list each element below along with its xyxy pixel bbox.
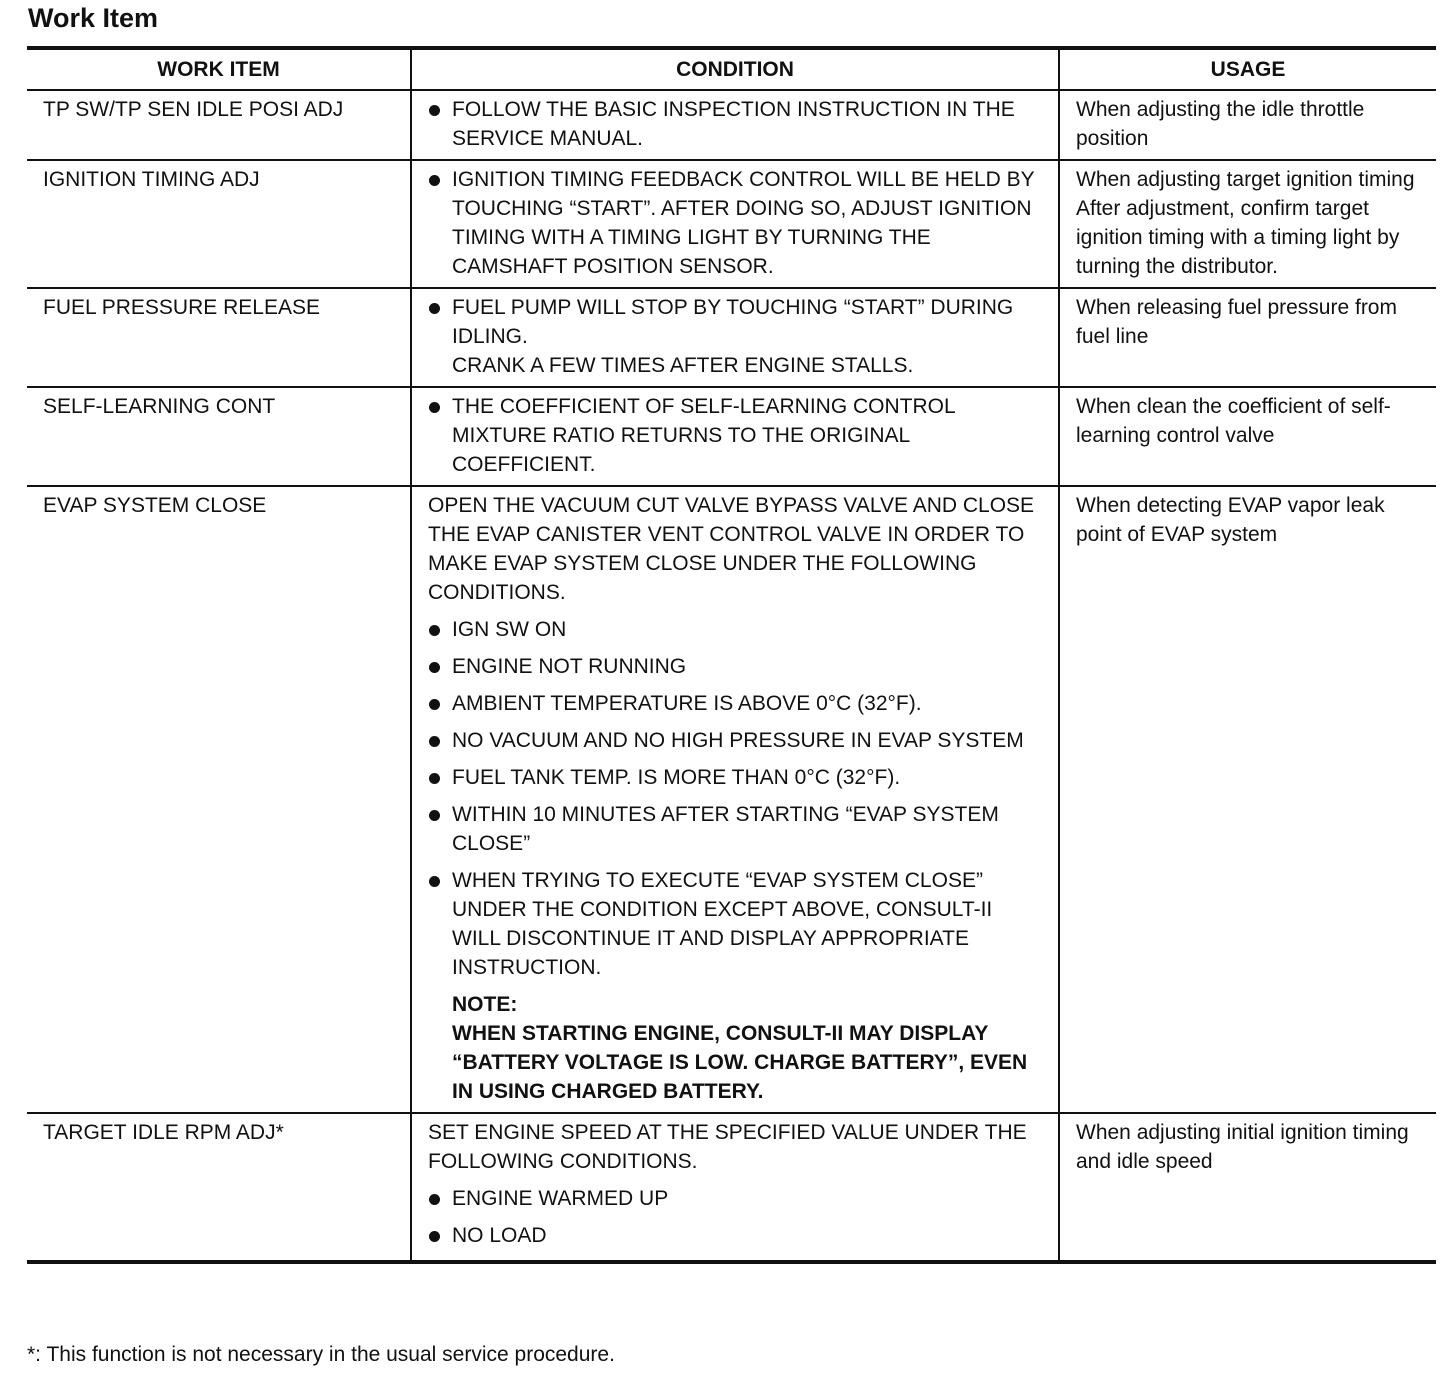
usage-text: When adjusting initial ignition timing and idle speed (1076, 1121, 1409, 1173)
work-item-table (27, 46, 1436, 1264)
usage-cell (1059, 160, 1436, 288)
condition-bullet (428, 763, 1044, 792)
condition-bullet-text: FOLLOW THE BASIC INSPECTION INSTRUCTION IN THE SERVICE MANUAL. (452, 98, 1015, 150)
condition-bullet (428, 726, 1044, 755)
condition-intro: OPEN THE VACUUM CUT VALVE BYPASS VALVE AND CLOSE THE EVAP CANISTER VENT CONTROL VALVE IN ORDER TO MAKE EVAP SYSTEM CLOSE UNDER THE FOLLOWING CONDITIONS. (428, 494, 1035, 604)
condition-cell (411, 90, 1059, 160)
table-body (27, 90, 1436, 1262)
note-title: NOTE: (452, 993, 518, 1016)
condition-bullet (428, 800, 1044, 858)
bullet-icon (429, 625, 440, 636)
work-item-cell: TARGET IDLE RPM ADJ* (27, 1113, 411, 1262)
bullet-icon (429, 810, 440, 821)
usage-text: When releasing fuel pressure from fuel line (1076, 296, 1397, 348)
usage-cell (1059, 1113, 1436, 1262)
work-item-cell: EVAP SYSTEM CLOSE (27, 486, 411, 1113)
usage-cell (1059, 486, 1436, 1113)
work-item-cell: TP SW/TP SEN IDLE POSI ADJ (27, 90, 411, 160)
bullet-icon (429, 662, 440, 673)
condition-bullet-text: WHEN TRYING TO EXECUTE “EVAP SYSTEM CLOSE” UNDER THE CONDITION EXCEPT ABOVE, CONSULT-II WILL DISCONTINUE IT AND DISPLAY APPROPRIATE INSTRUCTION. (452, 869, 993, 979)
condition-bullet-text: IGN SW ON (452, 618, 567, 641)
condition-bullet-text: NO LOAD (452, 1224, 547, 1247)
bullet-icon (429, 105, 440, 116)
bullet-icon (429, 876, 440, 887)
condition-cell (411, 1113, 1059, 1262)
condition-bullet (428, 1184, 1044, 1213)
note-text: WHEN STARTING ENGINE, CONSULT-II MAY DISPLAY “BATTERY VOLTAGE IS LOW. CHARGE BATTERY”, EVEN IN USING CHARGED BATTERY. (452, 1022, 1028, 1103)
bullet-icon (429, 175, 440, 186)
work-item-cell: FUEL PRESSURE RELEASE (27, 288, 411, 387)
condition-bullet (428, 615, 1044, 644)
condition-bullet (428, 95, 1044, 153)
condition-bullet-text: AMBIENT TEMPERATURE IS ABOVE 0°C (32°F). (452, 692, 922, 715)
table-header-row (27, 48, 1436, 90)
condition-bullet (428, 866, 1044, 982)
usage-text: When adjusting the idle throttle position (1076, 98, 1365, 150)
usage-text: When adjusting target ignition timing After adjustment, confirm target ignition timing with a timing light by turning the distributor. (1076, 168, 1415, 278)
condition-cell (411, 160, 1059, 288)
table-row (27, 288, 1436, 387)
condition-bullet (428, 392, 1044, 479)
condition-bullet (428, 652, 1044, 681)
condition-cell (411, 288, 1059, 387)
condition-bullet-text: IGNITION TIMING FEEDBACK CONTROL WILL BE HELD BY TOUCHING “START”. AFTER DOING SO, ADJUST IGNITION TIMING WITH A TIMING LIGHT BY TURNING THE CAMSHAFT POSITION SENSOR. (452, 168, 1035, 278)
bullet-icon (429, 699, 440, 710)
condition-cell (411, 387, 1059, 486)
condition-bullet (428, 1221, 1044, 1250)
header-work-item: WORK ITEM (27, 48, 411, 90)
header-usage: USAGE (1059, 48, 1436, 90)
condition-bullet-text: WITHIN 10 MINUTES AFTER STARTING “EVAP SYSTEM CLOSE” (452, 803, 999, 855)
condition-intro: SET ENGINE SPEED AT THE SPECIFIED VALUE UNDER THE FOLLOWING CONDITIONS. (428, 1121, 1027, 1173)
table-row (27, 387, 1436, 486)
page-title: Work Item (28, 3, 159, 33)
work-item-cell: IGNITION TIMING ADJ (27, 160, 411, 288)
bullet-icon (429, 1231, 440, 1242)
bullet-icon (429, 773, 440, 784)
table-row (27, 160, 1436, 288)
condition-bullet-text: FUEL TANK TEMP. IS MORE THAN 0°C (32°F). (452, 766, 901, 789)
bullet-icon (429, 303, 440, 314)
usage-text: When clean the coefficient of self-learning control valve (1076, 395, 1391, 447)
table-row (27, 1113, 1436, 1262)
bullet-icon (429, 736, 440, 747)
condition-bullet (428, 293, 1044, 380)
condition-bullet-text: ENGINE NOT RUNNING (452, 655, 687, 678)
condition-bullet (428, 165, 1044, 281)
condition-cell (411, 486, 1059, 1113)
condition-bullet-text: THE COEFFICIENT OF SELF-LEARNING CONTROL MIXTURE RATIO RETURNS TO THE ORIGINAL COEFFICIENT. (452, 395, 955, 476)
condition-bullet-text: FUEL PUMP WILL STOP BY TOUCHING “START” DURING IDLING. CRANK A FEW TIMES AFTER ENGINE STALLS. (452, 296, 1014, 377)
bullet-icon (429, 402, 440, 413)
usage-text: When detecting EVAP vapor leak point of EVAP system (1076, 494, 1385, 546)
usage-cell (1059, 288, 1436, 387)
condition-bullet-text: NO VACUUM AND NO HIGH PRESSURE IN EVAP SYSTEM (452, 729, 1024, 752)
condition-bullet-text: ENGINE WARMED UP (452, 1187, 669, 1210)
table-row (27, 486, 1436, 1113)
footnote: *: This function is not necessary in the usual service procedure. (27, 1343, 615, 1366)
table-row (27, 90, 1436, 160)
note-block (428, 990, 1044, 1106)
usage-cell (1059, 90, 1436, 160)
work-item-cell: SELF-LEARNING CONT (27, 387, 411, 486)
header-condition: CONDITION (411, 48, 1059, 90)
condition-bullet (428, 689, 1044, 718)
usage-cell (1059, 387, 1436, 486)
bullet-icon (429, 1194, 440, 1205)
